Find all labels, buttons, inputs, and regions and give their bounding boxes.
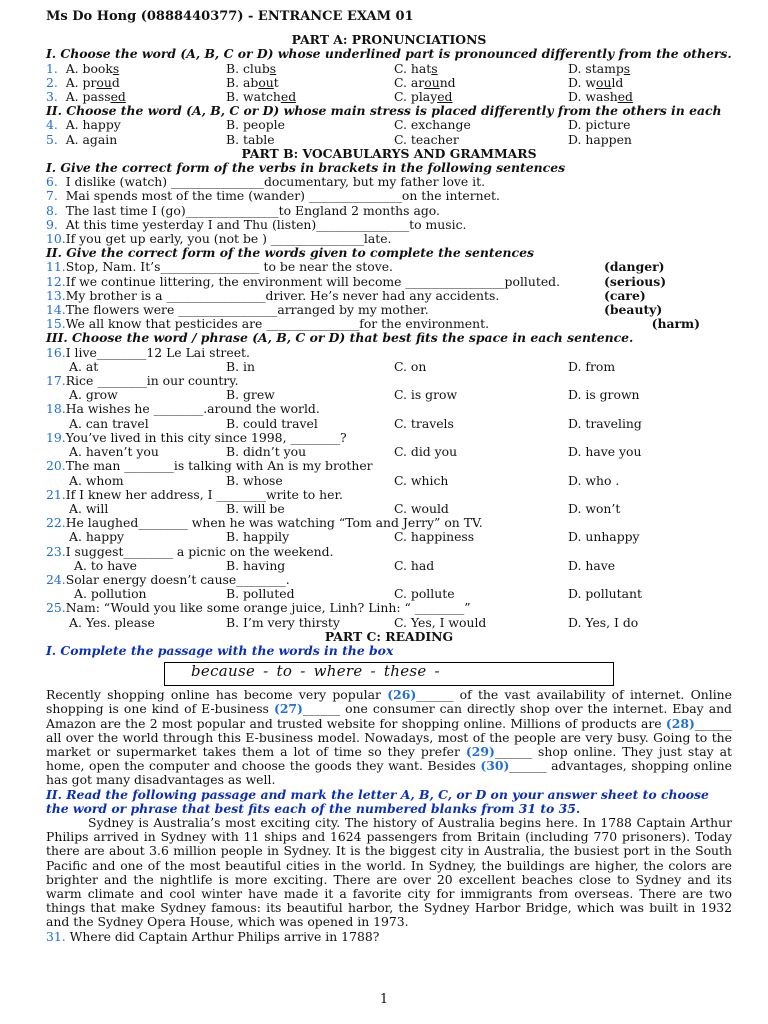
question-5: 5. A. again B. table C. teacher D. happen	[46, 131, 632, 147]
part-c-instruction-2: II. Read the following passage and mark the letter A, B, C, or D on your answer sheet to choose the word or phrase that best fits each of the numbered blanks from 31 to 35.	[46, 786, 709, 816]
exam-page: Ms Do Hong (0888440377) - ENTRANCE EXAM 01 PART A: PRONUNCIATIONS I. Choose the word (A, B, C or D) whose underlined part is pronounced differently from the others. 1. A. books B. clubs C. hats D. stamps 2. A. proud B. about C. around D. would 3. A. passed B. watched C. played D. washed II. Choose the word (A, B, C or D) whose main stress is placed differently from the others in each 4. A. happy B. people C. exchange D. picture 5. A. again B. table C. teacher D. happen PART B: VOCABULARYS AND GRAMMARS I. Give the correct form of the verbs in brackets in the following sentences 6. I dislike (watch) _______________documentary, but my father love it. 7. Mai spends most of the time (wander) _______________on the internet. 8. The last time I (go)_______________to England 2 months ago. 9. At this time yesterday I and Thu (listen)_______________to music. 10.If you get up early, you (not be ) _______________late. II. Give the correct form of the words given to complete the sentences 11.Stop, Nam. It’s________________ to be near the stove. (danger) 12.If we continue littering, the environment will become ________________polluted. (serious) 13.My brother is a ________________driver. He’s never had any accidents. (care) 14.The flowers were ________________arranged by my mother. (beauty) 15.We all know that pesticides are _______________for the environment. (harm) III. Choose the word / phrase (A, B, C or D) that best fits the space in each sentence. 16.I live________12 Le Lai street. A. at B. in C. on D. from 17.Rice ________in our country. A. grow B. grew C. is grow D. is grown 18.Ha wishes he ________.around the world. A. can travel B. could travel C. travels D. traveling 19.You’ve lived in this city since 1998, ________? A. haven’t you B. didn’t you C. did you D. have you 20.The man ________is talking with An is my brother A. whom B. whose C. which D. who . 21.If I knew her address, I ________write to her. A. will B. will be C. would D. won’t 22.He laughed________ when he was watching “Tom and Jerry” on TV. A. happy B. happily C. happiness D. unhappy 23.I suggest________ a picnic on the weekend. A. to have B. having C. had D. have 24.Solar energy doesn’t cause________. A. pollution B. polluted C. pollute D. pollutant 25.Nam: “Would you like some orange juice, Linh? Linh: “ ________” A. Yes. please B. I’m very thirsty C. Yes, I would D. Yes, I do PART C: READING I. Complete the passage with the words in the box because - to - where - these - Recently shopping online has become very popular (26)______ of the vast availability of internet. Online shopping is one kind of E-business (27)______ one consumer can directly shop over the internet. Ebay and Amazon are the 2 most popular and trusted website for shopping online. Millions of products are (28)______ all over the world through this E-business model. Nowadays, most of the people are very busy. Going to the market or supermarket takes them a lot of time so they prefer (29)______ shop online. They just stay at home, open the computer and choose the goods they want. Besides (30)______ advantages, shopping online has got many disadvantages as well. II. Read the following passage and mark the letter A, B, C, or D on your answer sheet to choose the word or phrase that best fits each of the numbered blanks from 31 to 35. Sydney is Australia’s most exciting city. The history of Australia begins here. In 1788 Captain Arthur Philips arrived in Sydney with 11 ships and 1624 passengers from Britain (including 770 prisoners). Today there are about 3.6 million people in Sydney. It is the biggest city in Australia, the busiest port in the South Pacific and one of the most beautiful cities in the world. In Sydney, the buildings are higher, the colors are brighter and the nightlife is more exciting. There are over 20 excellent beaches close to Sydney and its warm climate and cool winter have made it a favorite city for immigrants from overseas. There are two things that make Sydney famous: its beautiful harbor, the Sydney Harbor Bridge, which was built in 1932 and the Sydney Opera House, which was opened in 1973. 31. Where did Captain Arthur Philips arrive in 1788?	[46, 9, 732, 944]
mcq-18: 18.Ha wishes he ________.around the world.	[46, 401, 320, 417]
verb-question-10: 10.If you get up early, you (not be ) _______________late.	[46, 231, 392, 247]
mcq-24: 24.Solar energy doesn’t cause________.	[46, 571, 290, 587]
question-31: 31. Where did Captain Arthur Philips arrive in 1788?	[46, 928, 380, 944]
question-3: 3. A. passed B. watched C. played D. washed	[46, 89, 633, 105]
word-box: because - to - where - these -	[164, 662, 614, 686]
word-question-15: 15.We all know that pesticides are _______________for the environment. (harm)	[46, 316, 700, 332]
mcq-25: 25.Nam: “Would you like some orange juice, Linh? Linh: “ ________”	[46, 600, 471, 616]
mcq-17: 17.Rice ________in our country.	[46, 373, 239, 389]
part-b-instruction-1: I. Give the correct form of the verbs in brackets in the following sentences	[46, 160, 566, 176]
word-question-12: 12.If we continue littering, the environment will become ________________polluted. (serious)	[46, 273, 667, 289]
verb-question-6: 6. I dislike (watch) _______________documentary, but my father love it.	[46, 174, 486, 190]
part-a-instruction-2: II. Choose the word (A, B, C or D) whose main stress is placed differently from the others in each	[46, 103, 722, 119]
passage-1: Recently shopping online has become very popular (26)______ of the vast availability of internet. Online shopping is one kind of E-business (27)______ one consumer can directly shop over the internet. Ebay and Amazon are the 2 most popular and trusted website for shopping online. Millions of products are (28)______ all over the world through this E-business model. Nowadays, most of the people are very busy. Going to the market or supermarket takes them a lot of time so they prefer (29)______ shop online. They just stay at home, open the computer and choose the goods they want. Besides (30)______ advantages, shopping online has got many disadvantages as well.	[46, 687, 732, 788]
part-a-instruction-1: I. Choose the word (A, B, C or D) whose underlined part is pronounced differently from the others.	[46, 46, 732, 62]
exam-header: Ms Do Hong (0888440377) - ENTRANCE EXAM 01	[46, 9, 414, 24]
word-question-11: 11.Stop, Nam. It’s________________ to be near the stove. (danger)	[46, 259, 665, 275]
question-1: 1. A. books B. clubs C. hats D. stamps	[46, 60, 631, 76]
question-2: 2. A. proud B. about C. around D. would	[46, 74, 624, 90]
part-a-title: PART A: PRONUNCIATIONS	[291, 32, 487, 48]
mcq-20: 20.The man ________is talking with An is my brother	[46, 458, 373, 474]
verb-question-8: 8. The last time I (go)_______________to England 2 months ago.	[46, 202, 440, 218]
part-b-instruction-2: II. Give the correct form of the words given to complete the sentences	[46, 245, 534, 261]
verb-question-7: 7. Mai spends most of the time (wander) _______________on the internet.	[46, 188, 500, 204]
mcq-16: 16.I live________12 Le Lai street.	[46, 344, 250, 360]
mcq-21: 21.If I knew her address, I ________write to her.	[46, 486, 343, 502]
page-number: 1	[379, 992, 389, 1007]
word-question-14: 14.The flowers were ________________arranged by my mother. (beauty)	[46, 302, 663, 318]
mcq-23: 23.I suggest________ a picnic on the weekend.	[46, 543, 334, 559]
word-question-13: 13.My brother is a ________________driver. He’s never had any accidents. (care)	[46, 287, 646, 303]
part-c-title: PART C: READING	[324, 628, 454, 644]
passage-2: Sydney is Australia’s most exciting city. The history of Australia begins here. In 1788 Captain Arthur Philips arrived in Sydney with 11 ships and 1624 passengers from Britain (including 770 prisoners). Today there are about 3.6 million people in Sydney. It is the biggest city in Australia, the busiest port in the South Pacific and one of the most beautiful cities in the world. In Sydney, the buildings are higher, the colors are brighter and the nightlife is more exciting. There are over 20 excellent beaches close to Sydney and its warm climate and cool winter have made it a favorite city for immigrants from overseas. There are two things that make Sydney famous: its beautiful harbor, the Sydney Harbor Bridge, which was built in 1932 and the Sydney Opera House, which was opened in 1973.	[46, 814, 732, 930]
part-c-instruction-1: I. Complete the passage with the words in the box	[46, 642, 394, 658]
part-b-instruction-3: III. Choose the word / phrase (A, B, C or D) that best fits the space in each sentence.	[46, 330, 634, 346]
mcq-19: 19.You’ve lived in this city since 1998, ________?	[46, 429, 347, 445]
verb-question-9: 9. At this time yesterday I and Thu (listen)_______________to music.	[46, 216, 467, 232]
mcq-22: 22.He laughed________ when he was watching “Tom and Jerry” on TV.	[46, 515, 483, 531]
question-4: 4. A. happy B. people C. exchange D. picture	[46, 117, 631, 133]
part-b-title: PART B: VOCABULARYS AND GRAMMARS	[241, 145, 537, 161]
